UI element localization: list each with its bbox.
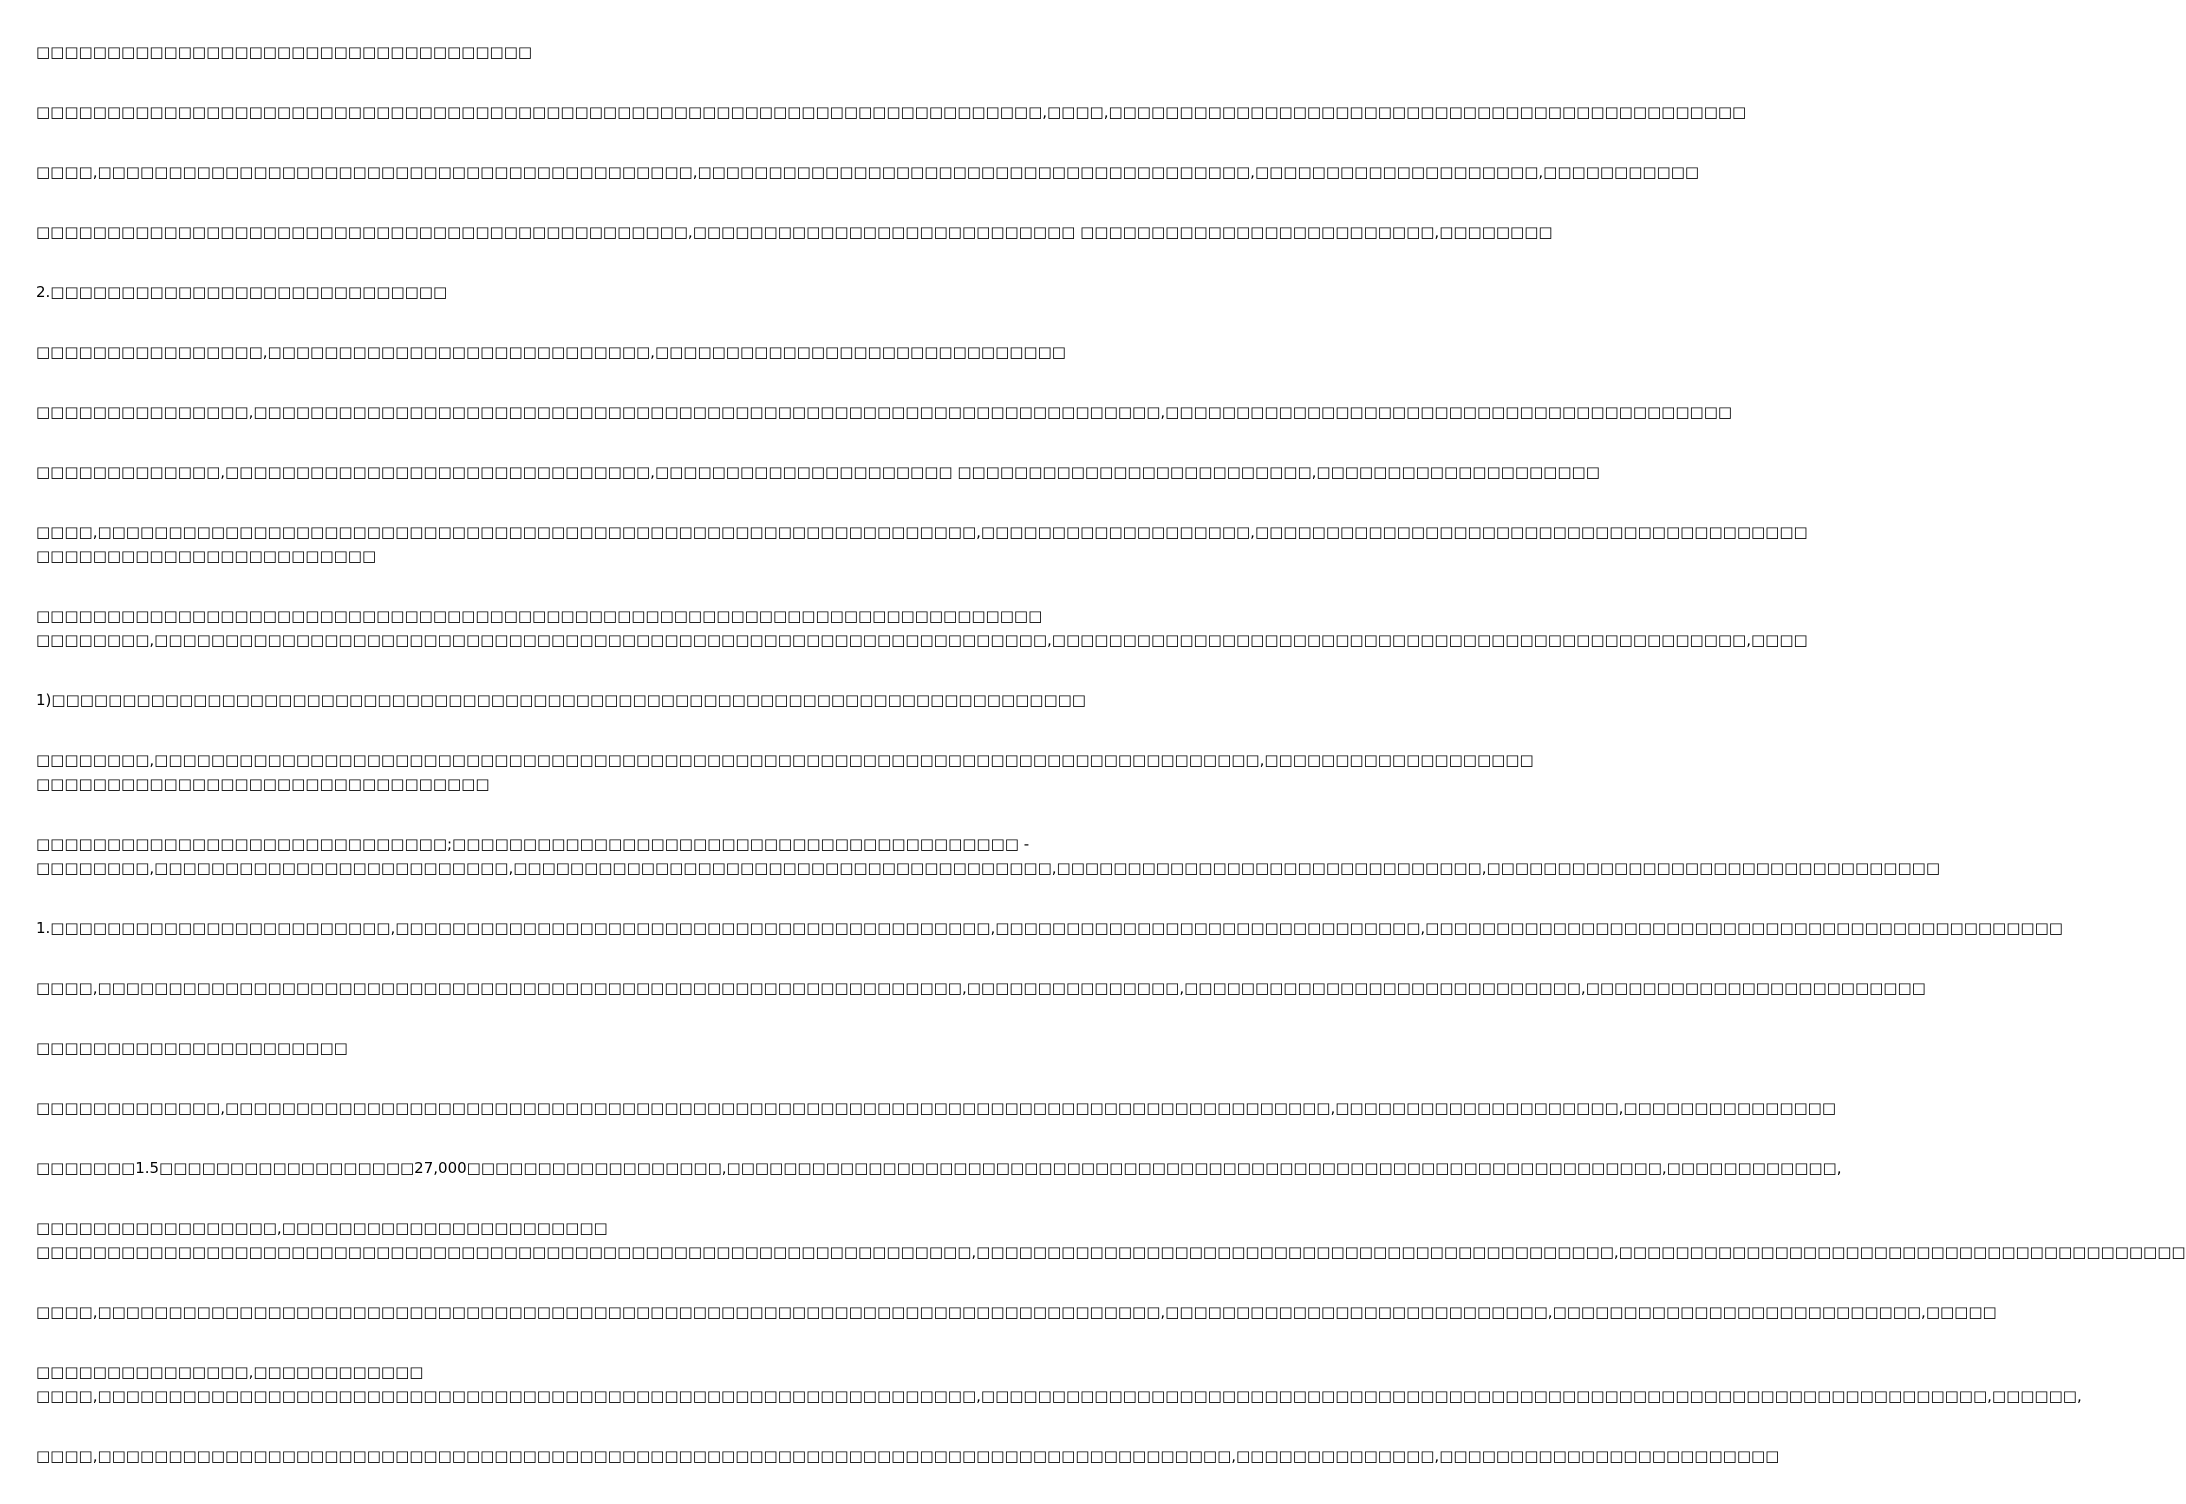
text-line: 1)□□□□□□□□□□□□□□□□□□□□□□□□□□□□□□□□□□□□□□□□□□□□□□□□□□□□□□□□□□□□□□□□□□□□□□□□□ <box>36 691 1086 709</box>
paragraph <box>36 40 989 64</box>
text-line: □□□□□□□□□□□□□□□□□□□□□□□□□□□□□□□□□□□□□□□□□□□□□□□□□□□□□□□□□□□□□□□□□□,□□□□□□□□□□□□□□□□□□□□□□□□□□□□□□□□□□□□□□□□□□□□□,□□□□□□□□□□□□□□□□□□□□□□□□□□□□□□□□□□□□□□□□ <box>36 1243 2186 1261</box>
text-line: □□□□□□□□,□□□□□□□□□□□□□□□□□□□□□□□□□□□□□□□□□□□□□□□□□□□□□□□□□□□□□□□□□□□□□□□□□□□□□□□□□□□□□□,□□□□□□□□□□□□□□□□□□□ <box>36 751 1534 769</box>
paragraph <box>36 460 1600 484</box>
text-line: □□□□□□□□,□□□□□□□□□□□□□□□□□□□□□□□□□□□□□□□□□□□□□□□□□□□□□□□□□□□□□□□□□□□□□□□,□□□□□□□□□□□□□□□□□□□□□□□□□□□□□□□□□□□□□□□□□□□□□□□□□,□□□□ <box>36 631 1808 649</box>
text-line: □□□□□□□□□□□□□□□□□□□□□□□□□□□□□□□□□□□□□□□□□□□□□□□□□□□□□□□□□□□□□□□□□□□□□□□,□□□□,□□□□□□□□□□□□□□□□□□□□□□□□□□□□□□□□□□□□□□□□□□□□□ <box>36 103 1747 121</box>
paragraph <box>36 280 989 304</box>
paragraph <box>36 1036 989 1060</box>
text-line: □□□□□□□□□□□□□□□□□□□□□□□□□□□□□□□□□□□ <box>36 43 533 61</box>
text-line: □□□□,□□□□□□□□□□□□□□□□□□□□□□□□□□□□□□□□□□□□□□□□□□□□□□□□□□□□□□□□□□□□□□□□□□□□□□□□□□□,□□□□□□□□□□□□□□□□□□□□□□□□□□□,□□□□□□□□□□□□□□□□□□□□□□□□□□,□□□□□ <box>36 1303 1997 1321</box>
text-line: □□□□□□□□□□□□□□□□□□□□□□ <box>36 1039 348 1057</box>
text-line: □□□□□□□□□□□□□□□□□□□□□□□□□□□□□□□□□□□□□□□□□□□□□□,□□□□□□□□□□□□□□□□□□□□□□□□□□□ □□□□□□□□□□□□□□□□□□□□□□□□□,□□□□□□□□ <box>36 223 1553 241</box>
text-line: □□□□□□□□□□□□□□□□□□□□□□□□□□□□□;□□□□□□□□□□□□□□□□□□□□□□□□□□□□□□□□□□□□□□□□ - <box>36 835 1030 853</box>
text-line: □□□□,□□□□□□□□□□□□□□□□□□□□□□□□□□□□□□□□□□□□□□□□□□□□□□□□□□□□□□□□□□□□□□,□□□□□□□□□□□□□□□□□□□□□□□□□□□□□□□□□□□□□□□□□□□□□□□□□□□□□□□□□□□□□□□□□□□□□□□,□□□□□□, <box>36 1387 2082 1405</box>
paragraph <box>36 520 1808 568</box>
text-line: □□□□□□□□□□□□□□□□□□□□□□□□□□□□□□□□ <box>36 775 490 793</box>
paragraph <box>36 400 1733 424</box>
text-line: □□□□□□□1.5□□□□□□□□□□□□□□□□□□27,000□□□□□□□□□□□□□□□□□□,□□□□□□□□□□□□□□□□□□□□□□□□□□□□□□□□□□□□□□□□□□□□□□□□□□□□□□□□□□□□□□□□□□,□□□□□□□□□□□□, <box>36 1159 1842 1177</box>
text-line: 2.□□□□□□□□□□□□□□□□□□□□□□□□□□□□ <box>36 283 448 301</box>
paragraph <box>36 1156 1842 1180</box>
paragraph <box>36 160 1700 184</box>
text-line: □□□□□□□□□□□□□□□,□□□□□□□□□□□□□□□□□□□□□□□□□□□□□□□□□□□□□□□□□□□□□□□□□□□□□□□□□□□□□□□□,□□□□□□□□□□□□□□□□□□□□□□□□□□□□□□□□□□□□□□□□ <box>36 403 1733 421</box>
paragraph <box>36 748 1534 796</box>
text-line: □□□□□□□□□□□□□□□□□□□□□□□□□□□□□□□□□□□□□□□□□□□□□□□□□□□□□□□□□□□□□□□□□□□□□□□ <box>36 607 1043 625</box>
paragraph <box>36 604 1808 652</box>
paragraph <box>36 1444 1780 1468</box>
text-line: □□□□□□□□□□□□□□□□□,□□□□□□□□□□□□□□□□□□□□□□□ <box>36 1219 608 1237</box>
paragraph <box>36 340 1066 364</box>
text-line: □□□□□□□□,□□□□□□□□□□□□□□□□□□□□□□□□□,□□□□□□□□□□□□□□□□□□□□□□□□□□□□□□□□□□□□□□,□□□□□□□□□□□□□□□□□□□□□□□□□□□□□□,□□□□□□□□□□□□□□□□□□□□□□□□□□□□□□□□ <box>36 859 1940 877</box>
text-line: □□□□,□□□□□□□□□□□□□□□□□□□□□□□□□□□□□□□□□□□□□□□□□□,□□□□□□□□□□□□□□□□□□□□□□□□□□□□□□□□□□□□□□□,□□□□□□□□□□□□□□□□□□□□,□□□□□□□□□□□ <box>36 163 1700 181</box>
paragraph <box>36 1216 2186 1264</box>
paragraph <box>36 688 1086 712</box>
text-line: 1.□□□□□□□□□□□□□□□□□□□□□□□□,□□□□□□□□□□□□□□□□□□□□□□□□□□□□□□□□□□□□□□□□□□,□□□□□□□□□□□□□□□□□□□□□□□□□□□□□□,□□□□□□□□□□□□□□□□□□□□□□□□□□□□□□□□□□□□□□□□□□□□□ <box>36 919 2063 937</box>
text-line: □□□□□□□□□□□□□□□□□□□□□□□□ <box>36 547 377 565</box>
paragraph <box>36 1300 1997 1324</box>
text-line: □□□□□□□□□□□□□□□□,□□□□□□□□□□□□□□□□□□□□□□□□□□□,□□□□□□□□□□□□□□□□□□□□□□□□□□□□□ <box>36 343 1066 361</box>
paragraph <box>36 976 1926 1000</box>
paragraph <box>36 916 2063 940</box>
text-line: □□□□,□□□□□□□□□□□□□□□□□□□□□□□□□□□□□□□□□□□□□□□□□□□□□□□□□□□□□□□□□□□□□,□□□□□□□□□□□□□□□,□□□□□□□□□□□□□□□□□□□□□□□□□□□□,□□□□□□□□□□□□□□□□□□□□□□□□ <box>36 979 1926 997</box>
text-line: □□□□□□□□□□□□□,□□□□□□□□□□□□□□□□□□□□□□□□□□□□□□,□□□□□□□□□□□□□□□□□□□□□ □□□□□□□□□□□□□□□□□□□□□□□□□,□□□□□□□□□□□□□□□□□□□□ <box>36 463 1600 481</box>
document-body <box>36 40 2186 1504</box>
paragraph <box>36 1096 1837 1120</box>
paragraph <box>36 220 1553 244</box>
text-line: □□□□□□□□□□□□□,□□□□□□□□□□□□□□□□□□□□□□□□□□□□□□□□□□□□□□□□□□□□□□□□□□□□□□□□□□□□□□□□□□□□□□□□□□□□□□,□□□□□□□□□□□□□□□□□□□□,□□□□□□□□□□□□□□□ <box>36 1099 1837 1117</box>
paragraph <box>36 100 1747 124</box>
text-line: □□□□,□□□□□□□□□□□□□□□□□□□□□□□□□□□□□□□□□□□□□□□□□□□□□□□□□□□□□□□□□□□□□□□□□□□□□□□□□□□□□□□□,□□□□□□□□□□□□□□,□□□□□□□□□□□□□□□□□□□□□□□□ <box>36 1447 1780 1465</box>
text-line: □□□□□□□□□□□□□□□,□□□□□□□□□□□□ <box>36 1363 424 1381</box>
text-line: □□□□,□□□□□□□□□□□□□□□□□□□□□□□□□□□□□□□□□□□□□□□□□□□□□□□□□□□□□□□□□□□□□□,□□□□□□□□□□□□□□□□□□□,□□□□□□□□□□□□□□□□□□□□□□□□□□□□□□□□□□□□□□□ <box>36 523 1808 541</box>
paragraph <box>36 832 1940 880</box>
paragraph <box>36 1360 2082 1408</box>
